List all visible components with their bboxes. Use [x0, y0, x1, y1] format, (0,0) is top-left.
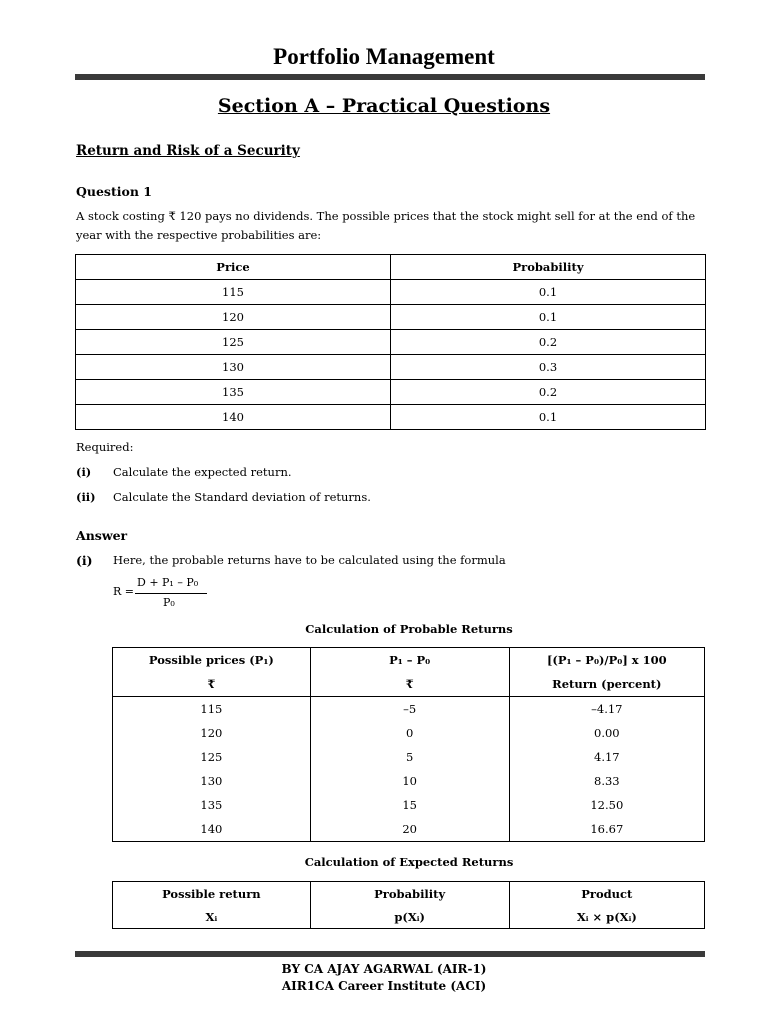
table-cell: 120 [76, 305, 391, 330]
column-header: Probability [310, 882, 509, 906]
table-row [113, 721, 705, 745]
column-header: Product [509, 882, 704, 906]
table-cell: 115 [113, 697, 311, 722]
answer-part-number: (i) [76, 553, 93, 568]
table-row [113, 697, 705, 722]
required-item-number: (i) [76, 465, 92, 479]
column-unit: ₹ [113, 672, 311, 697]
column-symbol: p(Xᵢ) [310, 905, 509, 929]
column-symbol: Xᵢ [113, 905, 311, 929]
column-header: Possible return [113, 882, 311, 906]
table-row [113, 745, 705, 769]
column-header: [(P₁ – P₀)/P₀] x 100 [509, 648, 704, 673]
topic-heading: Return and Risk of a Security [76, 143, 300, 159]
required-item-text: Calculate the expected return. [113, 465, 292, 479]
question-text: A stock costing ₹ 120 pays no dividends. The possible prices that the stock might sell for at the end of the year with the respective probabilities are: [76, 209, 696, 242]
table-row [76, 380, 706, 405]
table-cell: 115 [76, 280, 391, 305]
table-cell: 8.33 [509, 769, 704, 793]
table-row [76, 280, 706, 305]
table-cell: 0.1 [391, 405, 706, 430]
table-row [113, 769, 705, 793]
formula-numerator: D + P₁ – P₀ [137, 576, 199, 589]
fraction-bar [135, 593, 207, 594]
table-header-row [76, 255, 706, 280]
table-cell: 4.17 [509, 745, 704, 769]
table-cell: 20 [310, 817, 509, 842]
table-cell: 140 [76, 405, 391, 430]
table-cell: 135 [113, 793, 311, 817]
table-row [76, 405, 706, 430]
table-cell: 125 [113, 745, 311, 769]
expected-returns-caption: Calculation of Expected Returns [304, 855, 514, 869]
table-cell: 125 [76, 330, 391, 355]
formula-denominator: P₀ [163, 596, 175, 609]
column-unit: Return (percent) [509, 672, 704, 697]
table-cell: 130 [76, 355, 391, 380]
table-cell: 0.2 [391, 330, 706, 355]
table-cell: 0.00 [509, 721, 704, 745]
footer-author: BY CA AJAY AGARWAL (AIR-1) [281, 962, 487, 976]
column-header: Possible prices (P₁) [113, 648, 311, 673]
table-cell: 0 [310, 721, 509, 745]
question-heading: Question 1 [76, 184, 152, 199]
table-cell: 12.50 [509, 793, 704, 817]
table-cell: 120 [113, 721, 311, 745]
column-symbol: Xᵢ × p(Xᵢ) [509, 905, 704, 929]
table-header-row [113, 905, 705, 929]
answer-heading: Answer [76, 528, 128, 543]
price-probability-table [75, 254, 706, 430]
table-cell: 10 [310, 769, 509, 793]
table-cell: –5 [310, 697, 509, 722]
table-row [76, 355, 706, 380]
table-cell: 16.67 [509, 817, 704, 842]
required-label: Required: [76, 440, 134, 454]
table-cell: 0.1 [391, 280, 706, 305]
column-header-probability: Probability [391, 255, 706, 280]
required-item-text: Calculate the Standard deviation of returns. [113, 490, 371, 504]
probable-returns-caption: Calculation of Probable Returns [305, 622, 513, 636]
answer-part-text: Here, the probable returns have to be calculated using the formula [113, 553, 506, 567]
table-row [76, 330, 706, 355]
table-cell: 0.3 [391, 355, 706, 380]
table-row [113, 793, 705, 817]
column-header: P₁ – P₀ [310, 648, 509, 673]
table-cell: 135 [76, 380, 391, 405]
table-header-row [113, 672, 705, 697]
probable-returns-table [112, 647, 705, 842]
table-header-row [113, 882, 705, 906]
column-header-price: Price [76, 255, 391, 280]
formula-lhs: R = [113, 585, 134, 598]
table-cell: –4.17 [509, 697, 704, 722]
page-header-title: Portfolio Management [273, 44, 495, 69]
section-title: Section A – Practical Questions [217, 95, 551, 117]
footer-institute: AIR1CA Career Institute (ACI) [281, 979, 487, 993]
required-item-number: (ii) [76, 490, 96, 504]
table-row [113, 817, 705, 842]
header-rule [75, 74, 705, 80]
column-unit: ₹ [310, 672, 509, 697]
footer-rule [75, 951, 705, 957]
table-cell: 0.2 [391, 380, 706, 405]
table-row [76, 305, 706, 330]
table-header-row [113, 648, 705, 673]
expected-returns-table [112, 881, 705, 929]
table-cell: 15 [310, 793, 509, 817]
table-cell: 140 [113, 817, 311, 842]
table-cell: 5 [310, 745, 509, 769]
table-cell: 130 [113, 769, 311, 793]
table-cell: 0.1 [391, 305, 706, 330]
